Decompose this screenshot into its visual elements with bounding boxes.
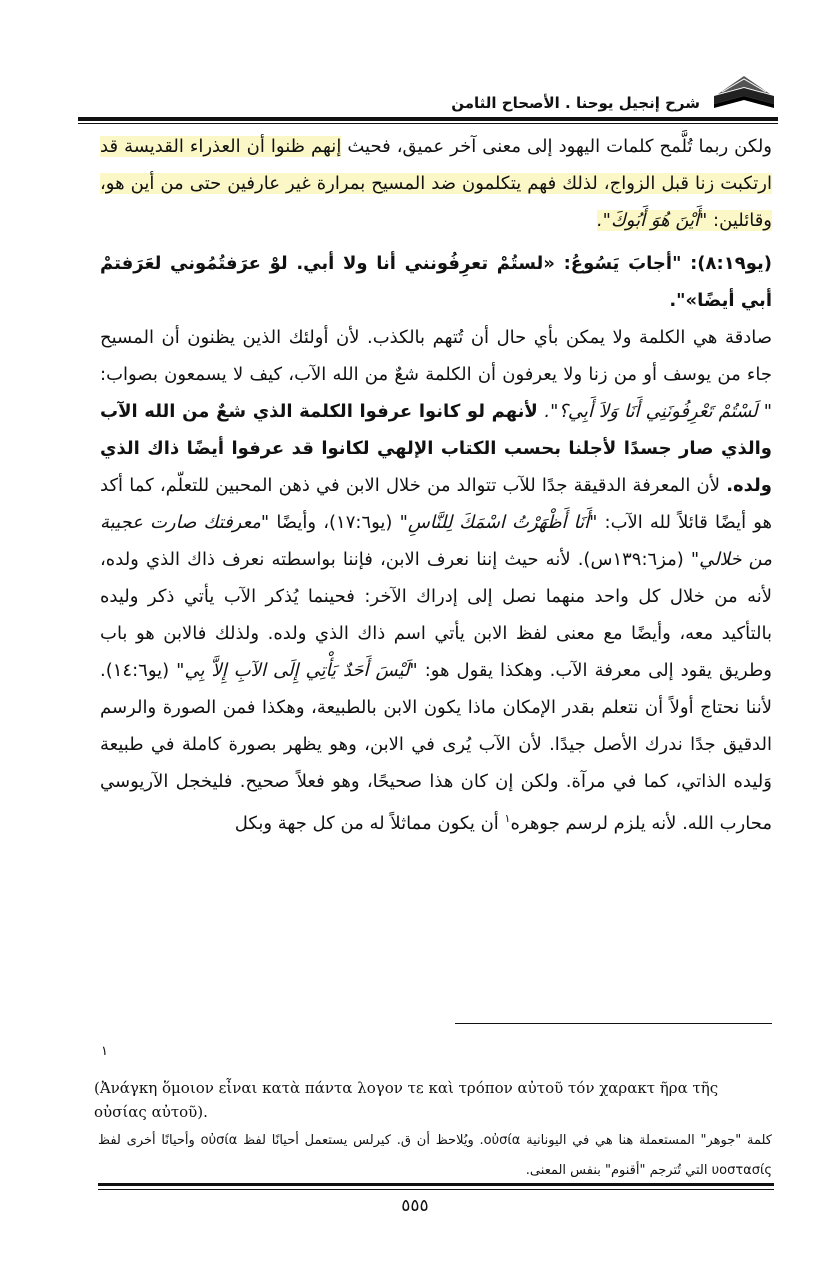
footnote-marker: ١: [101, 1044, 108, 1059]
text-span: إنهم ظنوا أن العذراء القديسة قد ارتكبت زنا قبل الزواج، لذلك فهم يتكلمون ضد المسيح بمرارة غير عارفين حتى من أين هو، وقائلين:: [100, 136, 772, 231]
header-rule: [78, 117, 778, 121]
text-span: صادقة هي الكلمة ولا يمكن بأي حال أن تُتهم بالكذب. لأن أولئك الذين يظنون أن المسيح جاء من يوسف أو من زنا ولا يعرفون أن الكلمة شعٌ من الله الآب، كيف لا يسمعون بصواب:: [100, 327, 772, 385]
paragraph-commentary: [100, 319, 772, 842]
main-text: [100, 128, 772, 842]
quote: "لَيْسَ أَحَدٌ يَأْتِي إِلَى الآبِ إِلاَّ بِي": [176, 660, 418, 681]
footnote-separator: [455, 1023, 772, 1024]
bold-text: لأنهم لو كانوا عرفوا الكلمة الذي شعٌ من الله الآب والذي صار جسدًا لأجلنا بحسب الكتاب الإلهي لكانوا قد عرفوا أيضًا ذاك الذي ولده.: [100, 401, 772, 496]
text-span: ولكن ربما تُلَّمح كلمات اليهود إلى معنى آخر عميق، فحيث: [341, 136, 772, 157]
book-icon: [710, 70, 778, 112]
header-rule-thin: [78, 123, 778, 124]
text-span: (يو١٤:٦). لأننا نحتاج أولاً أن نتعلم بقدر الإمكان ماذا يكون الابن بالطبيعة، وهكذا فمن الصورة والرسم الدقيق جدًا ندرك الأصل جيدًا. لأن الآب يُرى في الابن، وهو يظهر بصورة كاملة في طبيعة وَليده الذاتي، كما في مرآة. ولكن إن كان هذا صحيحًا، وهو فعلاً صحيح. فليخجل الآريوسي محارب الله. لأنه يلزم لرسم جوهره: [100, 660, 772, 834]
text-span: لأن المعرفة الدقيقة جدًا للآب تتوالد من خلال الابن في ذهن المحبين للتعلّم، كما أكد هو أيضًا قائلاً لله الآب:: [100, 475, 772, 533]
quote: "أَنَا أَظْهَرْتُ اسْمَكَ لِلنَّاسِ": [399, 512, 598, 533]
running-head: شرح إنجيل يوحنا . الأصحاح الثامن: [451, 94, 700, 112]
text-span: (مز١٣٩:٦س). لأنه حيث إننا نعرف الابن، فإننا بواسطته نعرف ذاك الذي ولده، لأنه من خلال كل واحد منهما نصل إلى إدراك الآخر: فحينما يُذكر الآب يأتي ذكر وليده بالتأكيد معه، وأيضًا مع معنى لفظ الابن يأتي اسم ذاك الذي ولده. ولذلك فالابن هو باب وطريق يقود إلى معرفة الآب. وهكذا يقول هو:: [100, 549, 772, 681]
footnote-arabic: كلمة "جوهر" المستعملة هنا هي في اليونانية οὐσία. ويُلاحظ أن ق. كيرلس يستعمل أحيانًا لفظ οὐσία وأحيانًا أخرى لفظ υοστασίς التي تُترجم "أقنوم" بنفس المعنى.: [98, 1133, 772, 1178]
page-number: ٥٥٥: [401, 1196, 429, 1216]
footer-rule: [98, 1183, 774, 1186]
text-span: (يو١٧:٦)، وأيضًا: [269, 512, 400, 533]
footnote-greek: (Ἀνάγκη ὅμοιον εἶναι κατὰ πάντα λογον τε καὶ τρόπον αὐτοῦ τόν χαρακτ ῆρα τῆς οὐσίας αὐτοῦ).: [94, 1079, 719, 1121]
footer-rule-thin: [98, 1189, 774, 1190]
quote: "أَيْنَ هُوَ أَبُوكَ".: [596, 210, 708, 231]
paragraph-intro: [100, 128, 772, 239]
text-span: أن يكون مماثلاً له من كل جهة وبكل: [234, 813, 505, 834]
footnote-reference[interactable]: ١: [504, 812, 511, 825]
quote: "معرفتك صارت عجيبة من خلالي": [100, 512, 772, 570]
verse-heading: (يو٨:١٩): "أجابَ يَسُوعُ: «لستُمْ تعرِفُونني أنا ولا أبي. لوْ عرَفتُمُوني لعَرَفتمْ أبي أيضًا»".: [100, 253, 772, 311]
quote: " لَسْتُمْ تَعْرِفُونَنِي أَنَا وَلاَ أَبِي؟".: [544, 401, 772, 422]
